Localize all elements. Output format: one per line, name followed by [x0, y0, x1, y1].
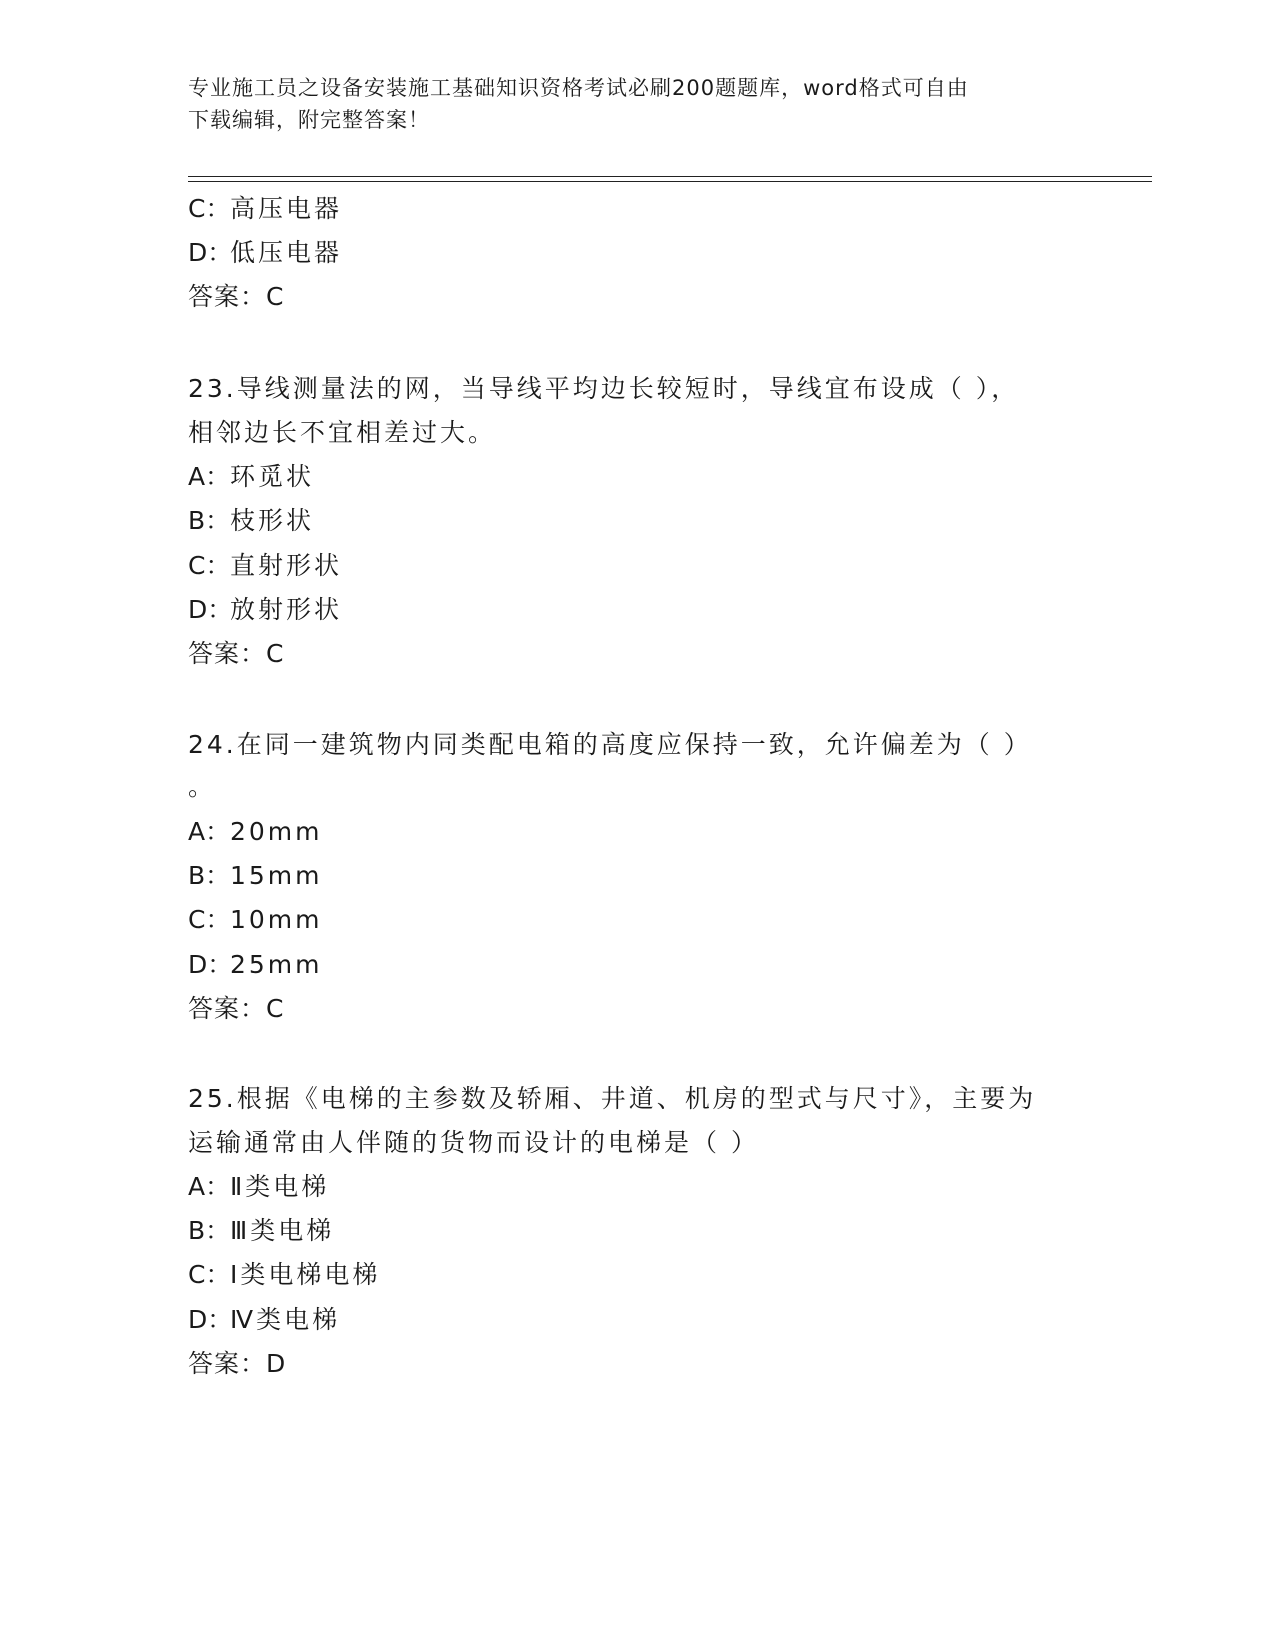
- question-stem-line-1: 25.根据《电梯的主参数及轿厢、井道、机房的型式与尺寸》，主要为: [188, 1084, 1037, 1113]
- option-item: [188, 948, 323, 982]
- option-label: D：: [188, 238, 233, 267]
- option-text: Ⅰ类电梯电梯: [230, 1260, 381, 1289]
- option-label: D：: [188, 1305, 233, 1334]
- option-label: D：: [188, 950, 233, 979]
- option-item: [188, 1170, 329, 1204]
- header-divider-top: [188, 176, 1152, 177]
- option-item: [188, 1258, 380, 1292]
- answer-label: 答案：: [188, 994, 267, 1023]
- option-item: [188, 1303, 340, 1337]
- option-text: 10mm: [230, 905, 323, 934]
- option-label: B：: [188, 506, 231, 535]
- header-line-2: 下载编辑，附完整答案！: [188, 108, 430, 132]
- option-item: [188, 460, 314, 494]
- option-text: Ⅳ类电梯: [230, 1305, 341, 1334]
- option-label: B：: [188, 1216, 231, 1245]
- answer-value: C: [266, 282, 287, 311]
- answer-value: C: [266, 639, 287, 668]
- question-stem-line-1: 24.在同一建筑物内同类配电箱的高度应保持一致，允许偏差为（ ）: [188, 730, 1032, 759]
- option-text: 枝形状: [230, 506, 315, 535]
- option-text: 放射形状: [230, 595, 343, 624]
- option-item: [188, 903, 323, 937]
- answer-label: 答案：: [188, 282, 267, 311]
- option-item: [188, 593, 342, 627]
- option-text: 低压电器: [230, 238, 343, 267]
- question-stem-line-2: 运输通常由人伴随的货物而设计的电梯是（ ）: [188, 1128, 759, 1157]
- option-label: A：: [188, 462, 231, 491]
- answer-line: [188, 280, 286, 314]
- option-item: [188, 815, 323, 849]
- answer-line: [188, 637, 286, 671]
- option-label: C：: [188, 194, 231, 223]
- question-stem-line-2: 。: [188, 772, 217, 801]
- option-label: B：: [188, 861, 231, 890]
- option-text: Ⅱ类电梯: [230, 1172, 330, 1201]
- answer-line: [188, 1347, 288, 1381]
- option-item: [188, 504, 314, 538]
- answer-line: [188, 992, 286, 1026]
- answer-label: 答案：: [188, 1349, 267, 1378]
- answer-value: C: [266, 994, 287, 1023]
- option-text: Ⅲ类电梯: [230, 1216, 335, 1245]
- option-text: 15mm: [230, 861, 323, 890]
- option-label: C：: [188, 905, 231, 934]
- option-text: 高压电器: [230, 194, 343, 223]
- option-item: [188, 1214, 334, 1248]
- option-item: [188, 236, 342, 270]
- option-text: 环觅状: [230, 462, 315, 491]
- answer-value: D: [266, 1349, 289, 1378]
- option-text: 20mm: [230, 817, 323, 846]
- option-label: C：: [188, 551, 231, 580]
- option-label: C：: [188, 1260, 231, 1289]
- option-label: A：: [188, 817, 231, 846]
- option-text: 直射形状: [230, 551, 343, 580]
- option-item: [188, 549, 342, 583]
- option-item: [188, 859, 323, 893]
- answer-label: 答案：: [188, 639, 267, 668]
- question-stem-line-1: 23.导线测量法的网，当导线平均边长较短时，导线宜布设成（ ），: [188, 374, 1020, 403]
- option-item: [188, 192, 342, 226]
- document-header: [188, 72, 1068, 136]
- option-label: A：: [188, 1172, 231, 1201]
- header-line-1: 专业施工员之设备安装施工基础知识资格考试必刷200题题库，word格式可自由: [188, 76, 969, 100]
- option-text: 25mm: [230, 950, 323, 979]
- header-divider-bottom: [188, 181, 1152, 182]
- question-stem-line-2: 相邻边长不宜相差过大。: [188, 418, 497, 447]
- option-label: D：: [188, 595, 233, 624]
